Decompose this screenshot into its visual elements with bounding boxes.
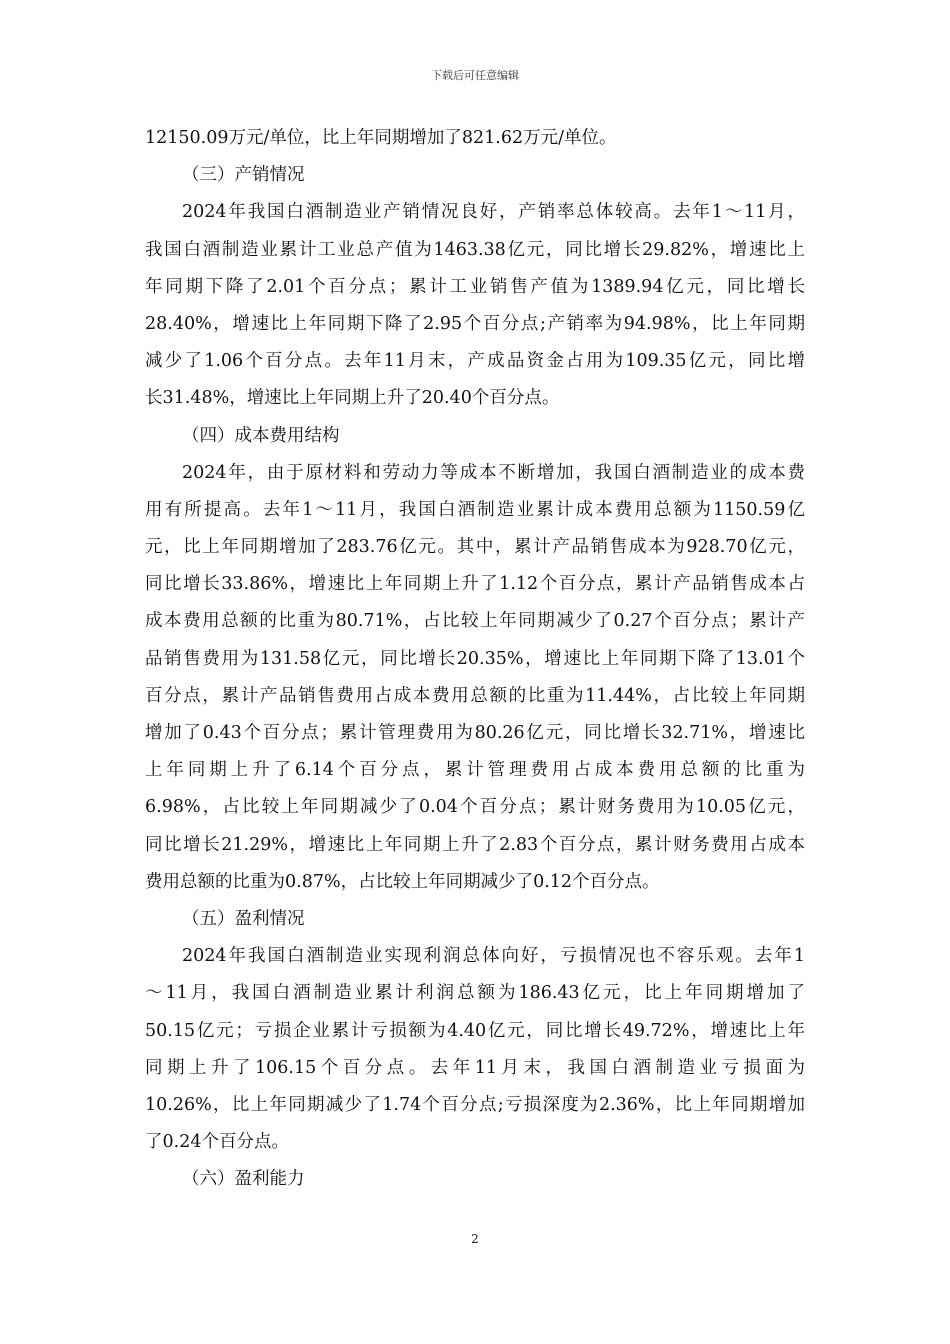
- section-heading: （五）盈利情况: [182, 908, 305, 929]
- paragraph-line: 了0.24个百分点。: [145, 1132, 289, 1153]
- paragraph-line: 同比增长33.86%，增速比上年同期上升了1.12个百分点，累计产品销售成本占: [145, 574, 805, 595]
- paragraph-line: 增加了0.43个百分点；累计管理费用为80.26亿元，同比增长32.71%，增速比: [145, 723, 805, 743]
- paragraph-line: 品销售费用为131.58亿元，同比增长20.35%，增速比上年同期下降了13.01个: [145, 648, 805, 669]
- paragraph-line: 减少了1.06个百分点。去年11月末，产成品资金占用为109.35亿元，同比增: [145, 351, 805, 372]
- paragraph-line: 2024年我国白酒制造业实现利润总体向好，亏损情况也不容乐观。去年1: [182, 946, 805, 967]
- paragraph-line: 6.98%，占比较上年同期减少了0.04个百分点；累计财务费用为10.05亿元，: [145, 797, 805, 818]
- paragraph-line: 元，比上年同期增加了283.76亿元。其中，累计产品销售成本为928.70亿元，: [145, 537, 805, 558]
- page-header: 下载后可任意编辑: [431, 69, 519, 82]
- paragraph-line: 12150.09万元/单位，比上年同期增加了821.62万元/单位。: [145, 128, 617, 148]
- section-heading: （六）盈利能力: [182, 1169, 305, 1190]
- section-heading: （三）产销情况: [182, 165, 305, 186]
- paragraph-line: 28.40%，增速比上年同期下降了2.95个百分点;产销率为94.98%，比上年同期: [145, 313, 805, 334]
- paragraph-line: 成本费用总额的比重为80.71%，占比较上年同期减少了0.27个百分点；累计产: [145, 611, 805, 632]
- paragraph-line: 我国白酒制造业累计工业总产值为1463.38亿元，同比增长29.82%，增速比上: [145, 239, 805, 260]
- section-heading: （四）成本费用结构: [182, 425, 340, 446]
- paragraph-line: 年同期下降了2.01个百分点；累计工业销售产值为1389.94亿元，同比增长: [145, 276, 805, 297]
- document-body: [145, 120, 805, 1198]
- paragraph-line: 用有所提高。去年1～11月，我国白酒制造业累计成本费用总额为1150.59亿: [145, 499, 805, 520]
- paragraph-line: 2024年，由于原材料和劳动力等成本不断增加，我国白酒制造业的成本费: [182, 462, 805, 483]
- paragraph-line: 10.26%，比上年同期减少了1.74个百分点;亏损深度为2.36%，比上年同期增加: [145, 1094, 805, 1115]
- paragraph-line: 同比增长21.29%，增速比上年同期上升了2.83个百分点，累计财务费用占成本: [145, 834, 805, 855]
- paragraph-line: 费用总额的比重为0.87%，占比较上年同期减少了0.12个百分点。: [145, 871, 660, 892]
- paragraph-line: ～11月，我国白酒制造业累计利润总额为186.43亿元，比上年同期增加了: [145, 983, 805, 1004]
- paragraph-line: 百分点，累计产品销售费用占成本费用总额的比重为11.44%，占比较上年同期: [145, 685, 805, 706]
- paragraph-line: 50.15亿元；亏损企业累计亏损额为4.40亿元，同比增长49.72%，增速比上年: [145, 1020, 805, 1041]
- paragraph-line: 长31.48%，增速比上年同期上升了20.40个百分点。: [145, 388, 560, 409]
- paragraph-line: 同期上升了106.15个百分点。去年11月末，我国白酒制造业亏损面为: [145, 1057, 805, 1078]
- page-number: 2: [471, 1232, 479, 1246]
- paragraph-line: 2024年我国白酒制造业产销情况良好，产销率总体较高。去年1～11月，: [182, 202, 805, 223]
- paragraph-line: 上年同期上升了6.14个百分点，累计管理费用占成本费用总额的比重为: [145, 760, 805, 781]
